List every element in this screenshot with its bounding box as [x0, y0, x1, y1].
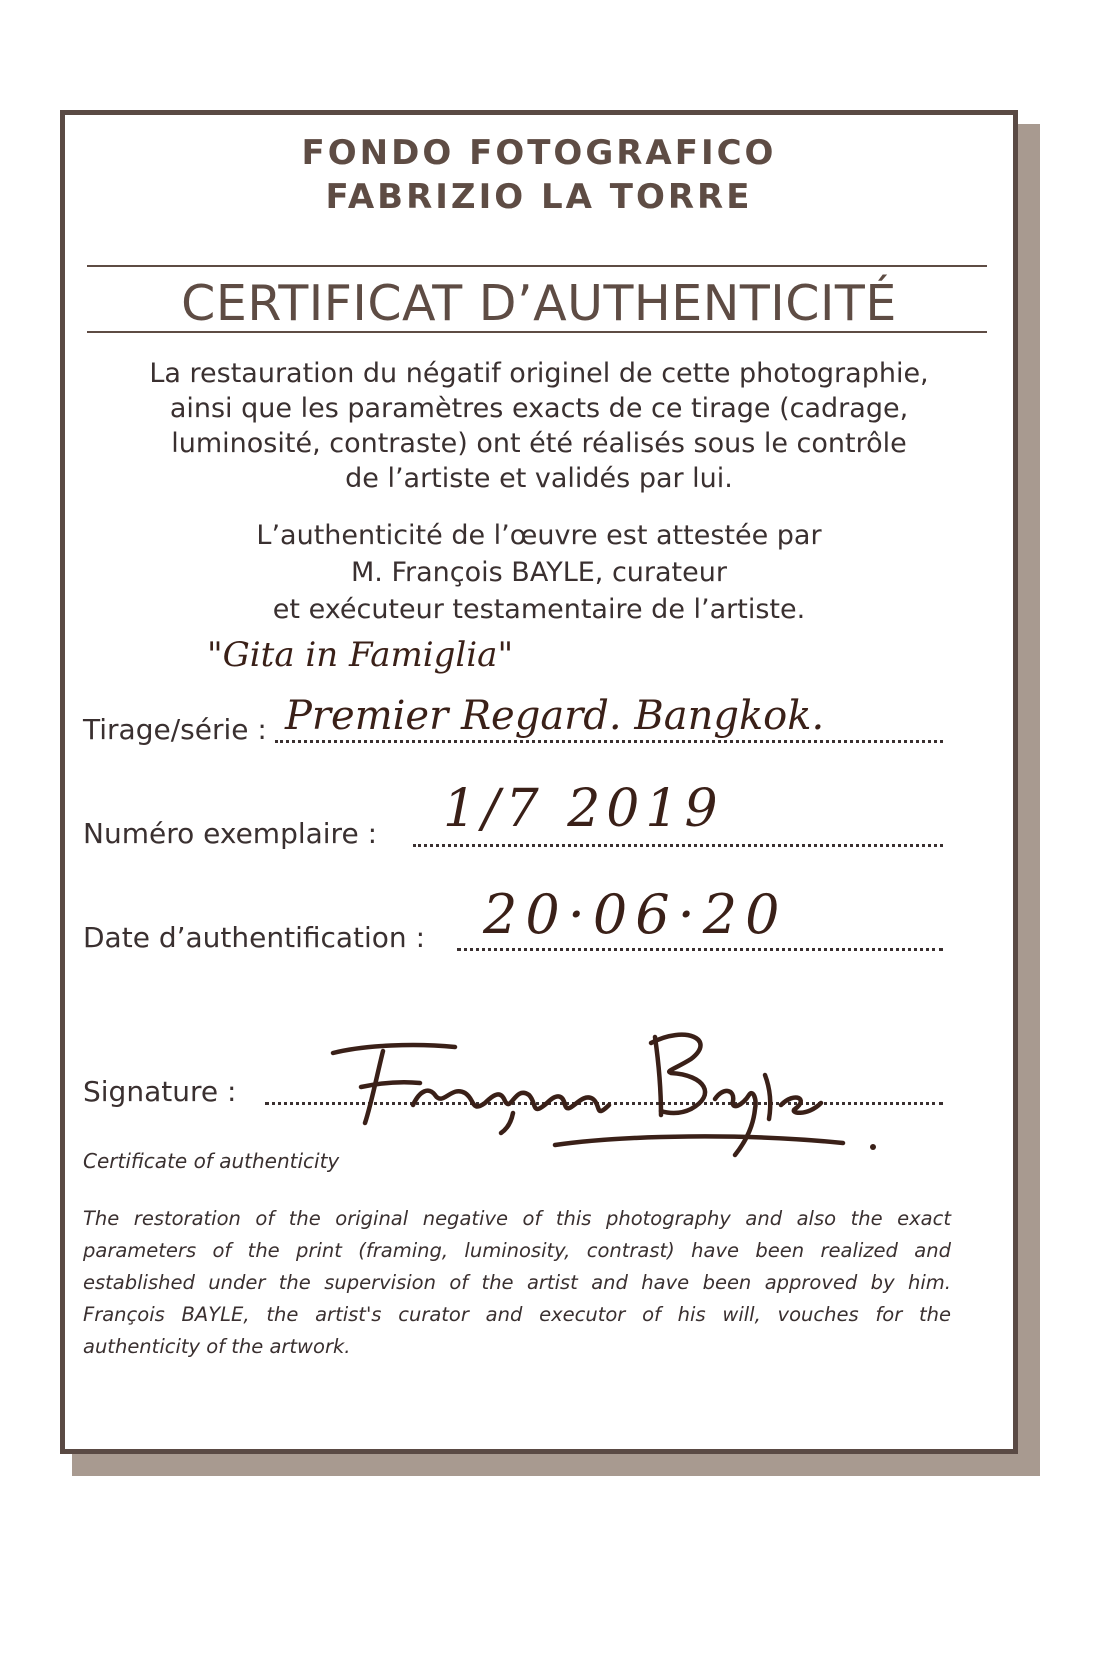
english-paragraph-line: parameters of the print (framing, luminosity, contrast) have been realized and — [83, 1239, 951, 1262]
signature-label: Signature : — [83, 1075, 237, 1108]
handwritten-signature — [325, 995, 885, 1175]
english-paragraph-line: established under the supervision of the artist and have been approved by him. — [83, 1271, 951, 1294]
tirage-handwritten-series: Premier Regard. Bangkok. — [285, 693, 825, 739]
date-handwritten: 20·06·20 — [483, 883, 788, 946]
french-paragraph1-line: La restauration du négatif originel de cette photographie, — [149, 358, 929, 389]
french-paragraph2-line: L’authenticité de l’œuvre est attestée par — [256, 520, 822, 551]
english-paragraph-line: François BAYLE, the artist's curator and executor of his will, vouches for the — [83, 1303, 951, 1326]
certificate-title: CERTIFICAT D’AUTHENTICITÉ — [181, 275, 897, 332]
numero-label: Numéro exemplaire : — [83, 817, 378, 850]
english-paragraph-line: authenticity of the artwork. — [83, 1335, 351, 1358]
title-bottom-rule — [87, 331, 987, 333]
fondo-title-line2: FABRIZIO LA TORRE — [325, 177, 753, 217]
french-paragraph1-line: ainsi que les paramètres exacts de ce tirage (cadrage, — [169, 393, 909, 424]
date-dotted-line — [457, 948, 943, 951]
certificate-card — [60, 110, 1018, 1454]
french-paragraph2-line: M. François BAYLE, curateur — [351, 557, 727, 588]
french-paragraph1-line: de l’artiste et validés par lui. — [345, 463, 733, 494]
tirage-label: Tirage/série : — [83, 713, 267, 746]
date-label: Date d’authentification : — [83, 921, 426, 954]
numero-handwritten: 1/7 2019 — [443, 779, 724, 839]
numero-dotted-line — [413, 844, 943, 847]
title-top-rule — [87, 265, 987, 267]
fondo-title-line1: FONDO FOTOGRAFICO — [301, 133, 777, 173]
french-paragraph1-line: luminosité, contraste) ont été réalisés sous le contrôle — [171, 428, 907, 459]
tirage-handwritten-title: "Gita in Famiglia" — [207, 635, 514, 675]
english-paragraph-line: The restoration of the original negative of this photography and also the exact — [83, 1207, 951, 1230]
tirage-dotted-line — [275, 740, 943, 743]
english-title: Certificate of authenticity — [83, 1149, 340, 1173]
signature-text — [65, 115, 66, 116]
french-paragraph2-line: et exécuteur testamentaire de l’artiste. — [272, 594, 806, 625]
